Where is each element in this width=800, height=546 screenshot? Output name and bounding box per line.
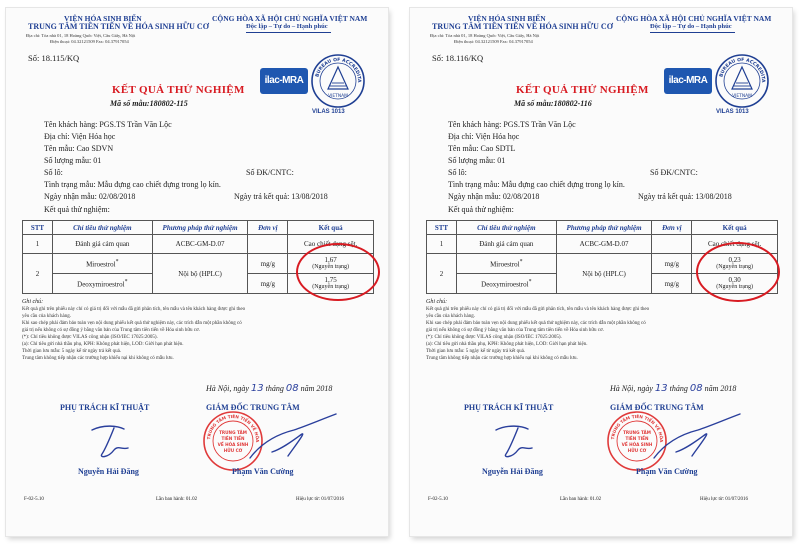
sample-qty-label: Số lượng mẫu:: [448, 156, 496, 165]
condition-value: Mẫu đựng cao chiết đựng trong lọ kín.: [97, 180, 221, 189]
address-line: [448, 132, 519, 141]
note-line: Khi sao chép phải đảm bảo toàn vẹn nội dung phiếu kết quả thử nghiệm này, các trích dẫn một phần không có: [426, 321, 646, 326]
technical-lead-name: Nguyễn Hải Đăng: [78, 467, 139, 476]
result-note: (Nguyên trạng): [716, 264, 754, 270]
cell-test: [456, 254, 556, 274]
sample-name-value: Cao SDTL: [480, 144, 516, 153]
vilas-seal-text: BUREAU OF ACCREDITA: [719, 57, 766, 83]
miroestrol-label: Miroestrol: [490, 260, 520, 269]
sample-name-line: [448, 144, 515, 153]
motto-underline: [246, 32, 331, 33]
note-line: Kết quả ghi trên phiếu này chỉ có giá trị đối với mẫu đã gửi phân tích, tên mẫu và tên khách hàng được ghi theo: [22, 307, 246, 312]
cell-method: Nội bộ (HPLC): [152, 254, 248, 294]
col-header-test: Chỉ tiêu thử nghiệm: [456, 221, 556, 235]
sample-qty-value: 01: [93, 156, 102, 165]
col-header-stt: STT: [427, 221, 457, 235]
return-date-label: Ngày trả kết quả:: [234, 192, 290, 201]
cell-unit: [652, 235, 692, 254]
return-date-label: Ngày trả kết quả:: [638, 192, 694, 201]
vilas-number: VILAS 1013: [312, 109, 345, 115]
cell-method: ACBC-GM-D.07: [556, 235, 652, 254]
national-header: CỘNG HÒA XÃ HỘI CHỦ NGHĨA VIỆT NAM: [212, 14, 368, 23]
result-heading: Kết quả thử nghiệm:: [44, 205, 110, 214]
condition-line: [448, 180, 625, 189]
stamp-center-text: HỮU CƠ: [627, 448, 647, 453]
note-line: (a): Chỉ tiêu gửi nhà thầu phụ, KPH: Không phát hiện, LOD: Giới hạn phát hiện.: [22, 342, 184, 347]
result-heading: Kết quả thử nghiệm:: [448, 205, 514, 214]
vilas-seal-icon: [714, 53, 770, 109]
stamp-center-text: VỀ HÓA SINH: [621, 442, 653, 447]
customer-label: Tên khách hàng:: [448, 120, 502, 129]
document-title: KẾT QUẢ THỬ NGHIỆM: [516, 84, 649, 96]
sample-qty-label: Số lượng mẫu:: [44, 156, 92, 165]
address-label: Địa chỉ:: [448, 132, 474, 141]
result-note: (Nguyên trạng): [312, 284, 350, 290]
institute-name: VIỆN HÓA SINH BIỂN: [64, 14, 142, 23]
director-name: Phạm Văn Cường: [636, 467, 698, 476]
note-line: (*): Chỉ tiêu không được VILAS công nhận (ISO/IEC 17025:2005).: [22, 335, 158, 340]
document-title: KẾT QUẢ THỬ NGHIỆM: [112, 84, 245, 96]
received-line: [44, 192, 135, 201]
note-line: Khi sao chép phải đảm bảo toàn vẹn nội dung phiếu kết quả thử nghiệm này, các trích dẫn một phần không có: [22, 321, 242, 326]
cell-stt: 2: [427, 254, 457, 294]
cell-method: Nội bộ (HPLC): [556, 254, 652, 294]
director-name: Phạm Văn Cường: [232, 467, 294, 476]
cell-result: Cao chiết dạng sệt.: [692, 235, 778, 254]
svg-text:BUREAU OF ACCREDITATION: [714, 53, 766, 83]
highlight-circle: [696, 242, 780, 302]
note-line: yêu cầu của khách hàng.: [22, 314, 72, 319]
star-mark: *: [115, 258, 119, 265]
return-date-value: 13/08/2018: [291, 192, 328, 201]
sample-qty-line: [448, 156, 505, 165]
national-motto: Độc lập – Tự do – Hạnh phúc: [650, 23, 732, 30]
date-month-word: tháng: [669, 384, 688, 393]
director-title: GIÁM ĐỐC TRUNG TÂM: [610, 403, 704, 412]
stamp-center-text: VỀ HÓA SINH: [217, 442, 249, 447]
return-date-line: [234, 192, 328, 201]
received-line: [448, 192, 539, 201]
sample-name-line: [44, 144, 113, 153]
cell-stt: 2: [23, 254, 53, 294]
stamp-ring-text: TRUNG TÂM TIÊN TIẾN VỀ HÓA: [206, 413, 261, 443]
technical-lead-signature-icon: [84, 420, 144, 462]
sample-id: Mã số mẫu:180802-115: [110, 99, 188, 108]
note-line: (*): Chỉ tiêu không được VILAS công nhận (ISO/IEC 17025:2005).: [426, 335, 562, 340]
table-header-row: [427, 221, 778, 235]
result-miroestrol: 1,67: [324, 256, 337, 264]
col-header-unit: Đơn vị: [652, 221, 692, 235]
date-day: 13: [250, 383, 264, 394]
cell-test: [52, 254, 152, 274]
date-line: [610, 383, 736, 394]
star-mark: *: [519, 258, 523, 265]
address-line: [44, 132, 115, 141]
col-header-result: Kết quả: [692, 221, 778, 235]
report-page-116: [410, 8, 792, 536]
cell-stt: 1: [427, 235, 457, 254]
stamp-center-text: TIÊN TIẾN: [221, 436, 245, 441]
ilac-mra-logo: ilac-MRA: [664, 68, 712, 94]
cell-test: Đánh giá cảm quan: [52, 235, 152, 254]
address-label: Địa chỉ:: [44, 132, 70, 141]
date-year: năm 2018: [704, 384, 737, 393]
cell-unit: mg/g: [652, 274, 692, 294]
reg-label: Số ĐK/CNTC:: [246, 168, 294, 177]
cell-unit: mg/g: [652, 254, 692, 274]
sample-name-value: Cao SDVN: [76, 144, 114, 153]
customer-label: Tên khách hàng:: [44, 120, 98, 129]
condition-label: Tình trạng mẫu:: [44, 180, 96, 189]
received-label: Ngày nhận mẫu:: [448, 192, 501, 201]
svg-text:BUREAU OF ACCREDITATION: [310, 53, 362, 83]
motto-underline: [650, 32, 735, 33]
col-header-method: Phương pháp thử nghiệm: [556, 221, 652, 235]
received-value: 02/08/2018: [502, 192, 540, 201]
org-address: Địa chỉ: Tòa nhà 01, 18 Hoàng Quốc Việt, Cầu Giấy, Hà Nội: [26, 33, 136, 38]
result-note: (Nguyên trạng): [312, 264, 350, 270]
sample-id: Mã số mẫu:180802-116: [514, 99, 592, 108]
center-name: TRUNG TÂM TIỀN TIẾN VỀ HÓA SINH HỮU CƠ: [432, 22, 613, 31]
date-line: [206, 383, 332, 394]
vilas-seal-icon: [310, 53, 366, 109]
cell-unit: mg/g: [248, 254, 288, 274]
highlight-circle: [296, 243, 380, 301]
form-code: F-02-5.10: [24, 497, 44, 502]
lot-label: Số lô:: [448, 168, 467, 177]
institute-name: VIỆN HÓA SINH BIỂN: [468, 14, 546, 23]
vilas-seal-text: BUREAU OF ACCREDITA: [315, 57, 362, 83]
condition-line: [44, 180, 221, 189]
date-month: 08: [285, 383, 299, 394]
date-year: năm 2018: [300, 384, 333, 393]
ilac-mra-logo: ilac-MRA: [260, 68, 308, 94]
cell-stt: 1: [23, 235, 53, 254]
technical-lead-title: PHỤ TRÁCH KĨ THUẬT: [464, 403, 554, 412]
stamp-ring-text: TRUNG TÂM TIÊN TIẾN VỀ HÓA: [610, 413, 665, 443]
cell-unit: [248, 235, 288, 254]
note-line: Kết quả ghi trên phiếu này chỉ có giá trị đối với mẫu đã gửi phân tích, tên mẫu và tên khách hàng được ghi theo: [426, 307, 650, 312]
director-title: GIÁM ĐỐC TRUNG TÂM: [206, 403, 300, 412]
date-place: Hà Nội, ngày: [206, 384, 249, 393]
date-month-word: tháng: [265, 384, 284, 393]
note-line: giá trị nếu không có sự đồng ý bằng văn bản của Trung tâm tiên tiến về Hóa sinh hữu cơ.: [22, 328, 200, 333]
col-header-method: Phương pháp thử nghiệm: [152, 221, 248, 235]
sample-qty-line: [44, 156, 101, 165]
note-line: giá trị nếu không có sự đồng ý bằng văn bản của Trung tâm tiên tiến về Hóa sinh hữu cơ.: [426, 328, 604, 333]
note-line: Thời gian lưu mẫu: 5 ngày kể từ ngày trả kết quả.: [426, 349, 526, 354]
lot-label: Số lô:: [44, 168, 63, 177]
customer-line: [448, 120, 576, 129]
center-name: TRUNG TÂM TIỀN TIẾN VỀ HÓA SINH HỮU CƠ: [28, 22, 209, 31]
note-line: Trung tâm không tiếp nhận các trường hợp khiếu nại khi không có mẫu lưu.: [426, 356, 578, 361]
received-value: 02/08/2018: [98, 192, 136, 201]
issue-number: Lần ban hành: 01.02: [560, 497, 602, 502]
note-line: Trung tâm không tiếp nhận các trường hợp khiếu nại khi không có mẫu lưu.: [22, 356, 174, 361]
condition-value: Mẫu đựng cao chiết đựng trong lọ kín.: [501, 180, 625, 189]
vilas-number: VILAS 1013: [716, 109, 749, 115]
miroestrol-label: Miroestrol: [86, 260, 116, 269]
org-phone: Điện thoại: 04.32121509 Fax: 04.37917054: [50, 39, 129, 44]
return-date-line: [638, 192, 732, 201]
vilas-seal-country: VIETNAM: [328, 94, 348, 99]
cell-result: Cao chiết dạng sệt.: [288, 235, 374, 254]
note-line: yêu cầu của khách hàng.: [426, 314, 476, 319]
technical-lead-title: PHỤ TRÁCH KĨ THUẬT: [60, 403, 150, 412]
cell-method: ACBC-GM-D.07: [152, 235, 248, 254]
col-header-test: Chỉ tiêu thử nghiệm: [52, 221, 152, 235]
star-mark: *: [528, 278, 532, 285]
deoxymiroestrol-label: Deoxymiroestrol: [77, 280, 125, 289]
customer-value: PGS.TS Trần Văn Lộc: [503, 120, 576, 129]
received-label: Ngày nhận mẫu:: [44, 192, 97, 201]
org-phone: Điện thoại: 04.32121509 Fax: 04.37917054: [454, 39, 533, 44]
result-note: (Nguyên trạng): [716, 284, 754, 290]
cell-unit: mg/g: [248, 274, 288, 294]
address-value: Viện Hóa học: [475, 132, 520, 141]
note-line: (a): Chỉ tiêu gửi nhà thầu phụ, KPH: Không phát hiện, LOD: Giới hạn phát hiện.: [426, 342, 588, 347]
col-header-unit: Đơn vị: [248, 221, 288, 235]
customer-line: [44, 120, 172, 129]
sample-name-label: Tên mẫu:: [44, 144, 75, 153]
stamp-center-text: TRUNG TÂM: [219, 430, 247, 435]
org-address: Địa chỉ: Tòa nhà 01, 18 Hoàng Quốc Việt, Cầu Giấy, Hà Nội: [430, 33, 540, 38]
result-deoxymiroestrol: 1,75: [324, 276, 337, 284]
notes-heading: Ghi chú:: [426, 299, 448, 305]
director-signature-icon: [232, 412, 352, 470]
customer-value: PGS.TS Trần Văn Lộc: [99, 120, 172, 129]
technical-lead-signature-icon: [488, 420, 548, 462]
return-date-value: 13/08/2018: [695, 192, 732, 201]
condition-label: Tình trạng mẫu:: [448, 180, 500, 189]
form-code: F-02-5.10: [428, 497, 448, 502]
stamp-center-text: TRUNG TÂM: [623, 430, 651, 435]
vilas-seal-country: VIETNAM: [732, 94, 752, 99]
date-day: 13: [654, 383, 668, 394]
result-miroestrol: 0,23: [728, 256, 741, 264]
report-number: Số: 18.116/KQ: [432, 53, 484, 63]
col-header-stt: STT: [23, 221, 53, 235]
report-number: Số: 18.115/KQ: [28, 53, 80, 63]
stamp-center-text: HỮU CƠ: [223, 448, 243, 453]
national-header: CỘNG HÒA XÃ HỘI CHỦ NGHĨA VIỆT NAM: [616, 14, 772, 23]
stamp-center-text: TIÊN TIẾN: [625, 436, 649, 441]
cell-test: [456, 274, 556, 294]
result-deoxymiroestrol: 0,30: [728, 276, 741, 284]
sample-name-label: Tên mẫu:: [448, 144, 479, 153]
technical-lead-name: Nguyễn Hải Đăng: [482, 467, 543, 476]
director-signature-icon: [636, 412, 756, 470]
col-header-result: Kết quả: [288, 221, 374, 235]
effective-date: Hiệu lực từ: 01/07/2016: [700, 497, 749, 502]
table-header-row: [23, 221, 374, 235]
effective-date: Hiệu lực từ: 01/07/2016: [296, 497, 345, 502]
deoxymiroestrol-label: Deoxymiroestrol: [481, 280, 529, 289]
report-page-115: [6, 8, 388, 536]
notes-heading: Ghi chú:: [22, 299, 44, 305]
cell-test: [52, 274, 152, 294]
note-line: Thời gian lưu mẫu: 5 ngày kể từ ngày trả kết quả.: [22, 349, 122, 354]
cell-test: Đánh giá cảm quan: [456, 235, 556, 254]
national-motto: Độc lập – Tự do – Hạnh phúc: [246, 23, 328, 30]
sample-qty-value: 01: [497, 156, 506, 165]
date-month: 08: [689, 383, 703, 394]
star-mark: *: [124, 278, 128, 285]
address-value: Viện Hóa học: [71, 132, 116, 141]
date-place: Hà Nội, ngày: [610, 384, 653, 393]
reg-label: Số ĐK/CNTC:: [650, 168, 698, 177]
issue-number: Lần ban hành: 01.02: [156, 497, 198, 502]
